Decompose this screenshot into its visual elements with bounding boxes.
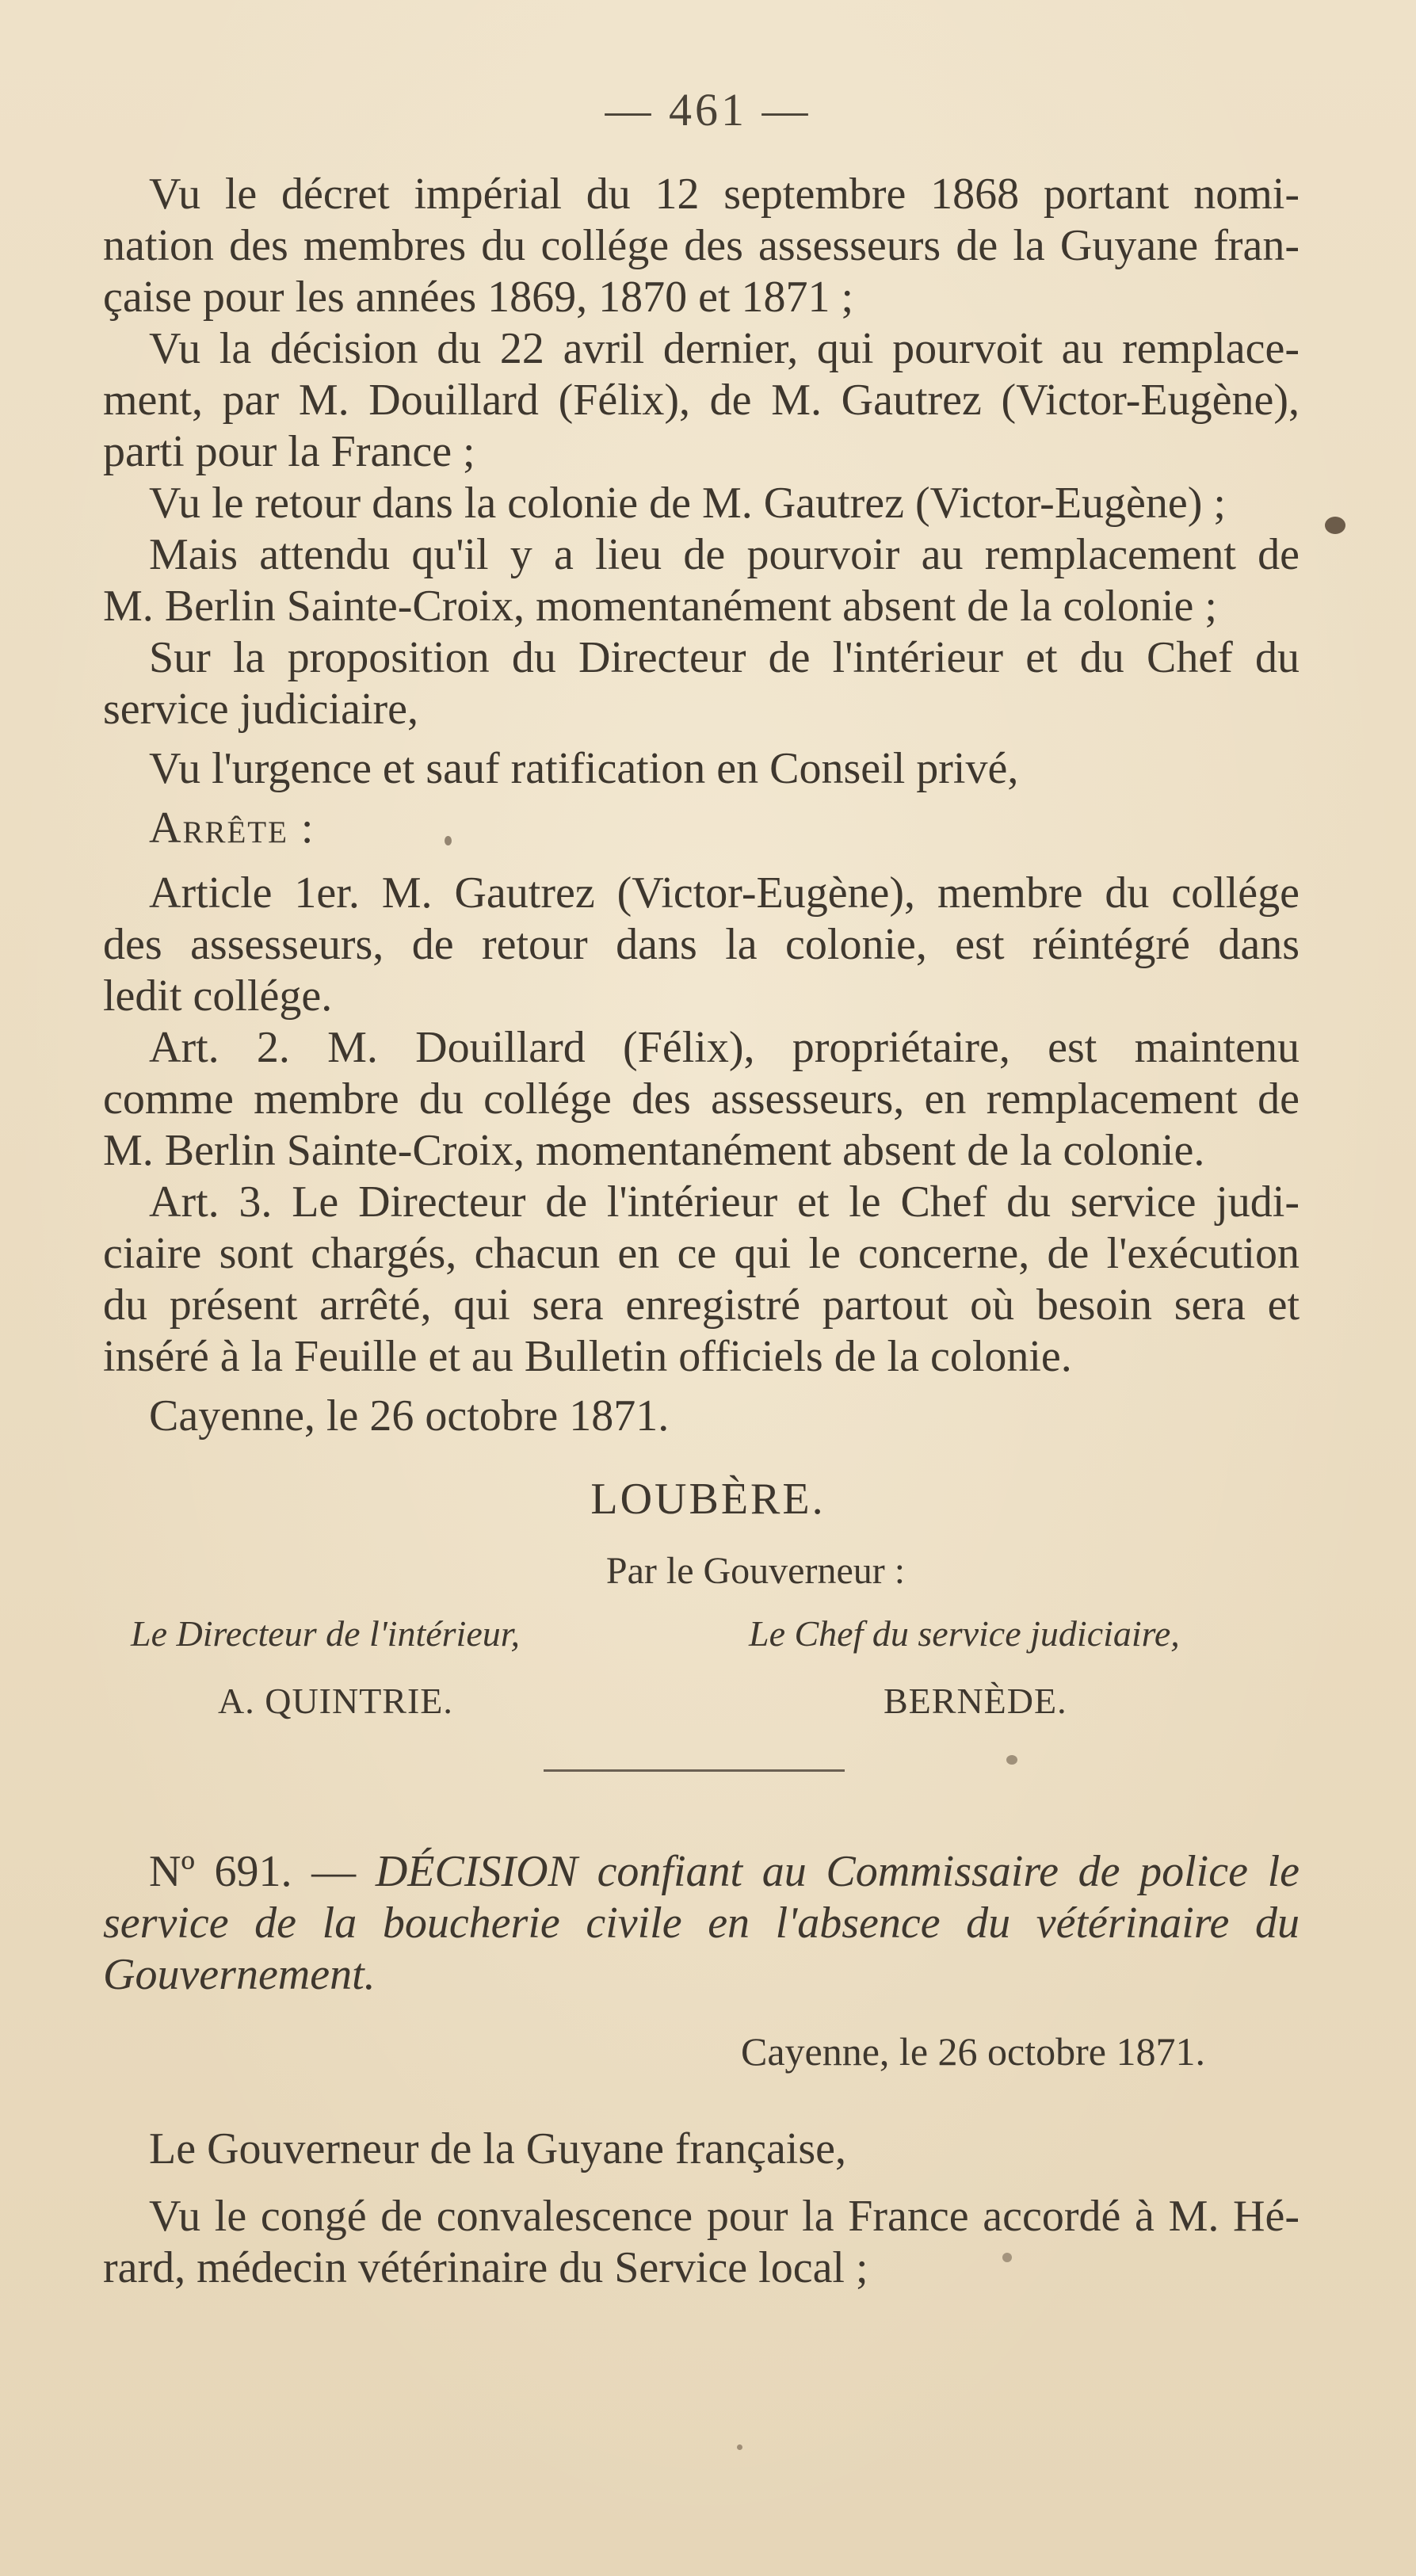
decision-title-block xyxy=(103,1846,1300,2001)
decision-title-text: DÉCISION confiant au Commissaire de police le xyxy=(375,1847,1300,1896)
text-line: rard, médecin vétérinaire du Service local ; xyxy=(103,2243,868,2292)
text-line: Mais attendu qu'il y a lieu de pourvoir au remplacement de xyxy=(149,530,1300,579)
ink-speck xyxy=(1325,517,1345,534)
text-line: M. Berlin Sainte-Croix, momentanément absent de la colonie. xyxy=(103,1126,1205,1175)
text-line: comme membre du collége des assesseurs, en remplacement de xyxy=(103,1074,1300,1124)
text-line: des assesseurs, de retour dans la colonie, est réintégré dans xyxy=(103,920,1300,969)
articles-block xyxy=(103,868,1300,1383)
governor-line: Le Gouverneur de la Guyane française, xyxy=(149,2124,847,2173)
left-signatory-name: A. QUINTRIE. xyxy=(218,1681,453,1721)
ink-speck xyxy=(1002,2253,1012,2262)
arrete-label: Arrête : xyxy=(149,803,315,853)
text-line: du présent arrêté, qui sera enregistré partout où besoin sera et xyxy=(103,1280,1300,1330)
ink-speck xyxy=(445,836,452,845)
text-line: M. Berlin Sainte-Croix, momentanément absent de la colonie ; xyxy=(103,582,1217,631)
page-number: — 461 — xyxy=(605,84,811,135)
ink-speck xyxy=(1006,1755,1017,1765)
text-line: Art. 2. M. Douillard (Félix), propriétaire, est maintenu xyxy=(149,1023,1300,1072)
text-line: Vu le décret impérial du 12 septembre 1868 portant nomi- xyxy=(149,170,1300,219)
text-line: nation des membres du collége des assesseurs de la Guyane fran- xyxy=(103,221,1300,270)
decision-title-line: Gouvernement. xyxy=(103,1950,376,1999)
text-line: inséré à la Feuille et au Bulletin officiels de la colonie. xyxy=(103,1332,1072,1381)
text-line: Art. 3. Le Directeur de l'intérieur et le Chef du service judi- xyxy=(149,1177,1300,1227)
right-signatory-name: BERNÈDE. xyxy=(884,1681,1067,1721)
separator-rule xyxy=(544,1769,845,1772)
text-line: ment, par M. Douillard (Félix), de M. Gautrez (Victor-Eugène), xyxy=(103,376,1300,425)
text-line: Sur la proposition du Directeur de l'intérieur et du Chef du xyxy=(149,633,1300,682)
decision-title-line: service de la boucherie civile en l'absence du vétérinaire du xyxy=(103,1899,1300,1948)
text-line: ledit collége. xyxy=(103,971,333,1021)
text-line: Vu la décision du 22 avril dernier, qui pourvoit au remplace- xyxy=(149,324,1300,373)
date-block xyxy=(103,1391,1300,1442)
text-line: Vu l'urgence et sauf ratification en Conseil privé, xyxy=(149,744,1019,793)
text-line: service judiciaire, xyxy=(103,685,419,734)
right-signatory-title: Le Chef du service judiciaire, xyxy=(749,1613,1180,1654)
decision-title-line xyxy=(103,1846,1300,1898)
text-line: Vu le congé de convalescence pour la France accordé à M. Hé- xyxy=(149,2192,1300,2241)
governor-name: LOUBÈRE. xyxy=(590,1475,826,1524)
decision-date: Cayenne, le 26 octobre 1871. xyxy=(741,2029,1205,2074)
text-line: ciaire sont chargés, chacun en ce qui le concerne, de l'exécution xyxy=(103,1229,1300,1278)
text-line: çaise pour les années 1869, 1870 et 1871 ; xyxy=(103,273,854,322)
decision-body xyxy=(103,2124,1300,2294)
text-line: Vu le retour dans la colonie de M. Gautrez (Victor-Eugène) ; xyxy=(149,479,1226,528)
date-line: Cayenne, le 26 octobre 1871. xyxy=(149,1391,670,1441)
par-le-gouverneur: Par le Gouverneur : xyxy=(605,1550,906,1592)
text-line: parti pour la France ; xyxy=(103,427,475,476)
left-signatory-title: Le Directeur de l'intérieur, xyxy=(131,1613,521,1654)
decision-number: Nº 691. — xyxy=(149,1847,357,1896)
ink-speck xyxy=(737,2444,742,2450)
text-line: Article 1er. M. Gautrez (Victor-Eugène), membre du collége xyxy=(149,868,1300,918)
arrete-heading xyxy=(103,803,1300,854)
preamble-block xyxy=(103,169,1300,795)
